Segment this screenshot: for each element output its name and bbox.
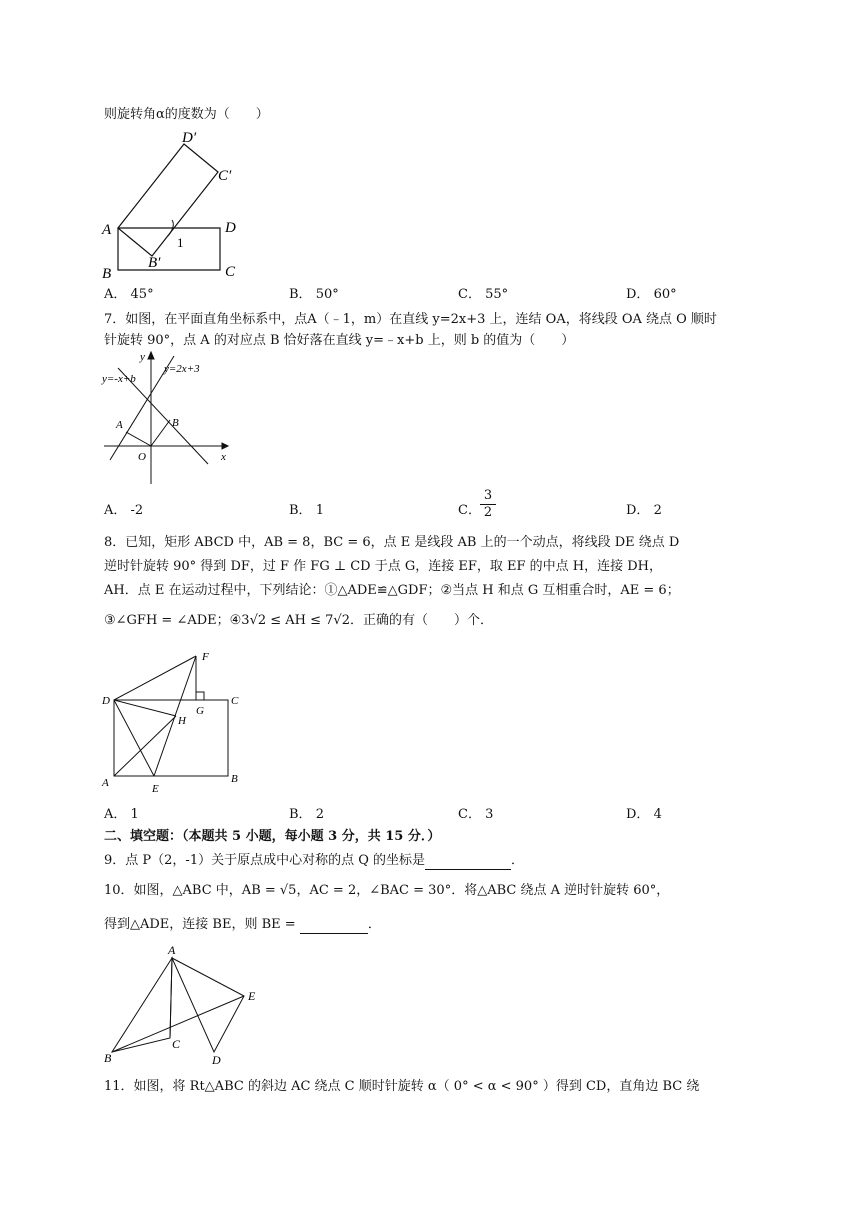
q11-text: 11．如图，将 Rt△ABC 的斜边 AC 绕点 C 顺时针旋转 α（ 0° < α < 90° ）得到 CD，直角边 BC 绕 [104, 1079, 700, 1094]
rect-abcd [114, 700, 228, 776]
label-c: C [231, 695, 239, 707]
q7-line-1: 7．如图，在平面直角坐标系中，点A（﹣1，m）在直线 y=2x+3 上，连结 OA，将线段 OA 绕点 O 顺时 [104, 312, 717, 327]
label-b: B [104, 1051, 112, 1065]
q6-option-a: A． 45° [104, 287, 154, 302]
label-origin: O [138, 451, 146, 463]
label-a: A [102, 777, 109, 789]
label-d-prime: D′ [182, 130, 197, 146]
label-b-prime: B′ [148, 255, 161, 271]
label-point-a: A [116, 419, 123, 431]
label-c-prime: C′ [218, 168, 232, 184]
label-d: D [102, 695, 110, 707]
q10-figure [100, 940, 270, 1070]
label-b: B [102, 266, 112, 282]
q8-option-d: D． 4 [626, 807, 662, 822]
q10-line-1: 10．如图，△ABC 中，AB = √5，AC = 2，∠BAC = 30°．将△ABC 绕点 A 逆时针旋转 60°， [104, 883, 670, 898]
label-eq-2: y=-x+b [102, 373, 136, 385]
q8-line-1: 8．已知，矩形 ABCD 中，AB = 8，BC = 6，点 E 是线段 AB 上的一个动点，将线段 DE 绕点 D [104, 535, 680, 550]
q7-option-c-fraction: $\frac{3}{2}$ [480, 488, 496, 521]
label-f: F [202, 651, 209, 663]
label-y-axis: y [140, 351, 145, 363]
q8-option-b: B． 2 [289, 807, 324, 822]
q8-line-3: AH．点 E 在运动过程中，下列结论：①△ADE≌△GDF；②当点 H 和点 G 互相重合时，AE = 6； [104, 583, 680, 598]
q7-line-2: 针旋转 90°，点 A 的对应点 B 恰好落在直线 y=﹣x+b 上，则 b 的值为（ ） [104, 333, 575, 348]
q8-line-4: ③∠GFH = ∠ADE；④3√2 ≤ AH ≤ 7√2．正确的有（ ）个． [104, 613, 493, 628]
q8-figure [96, 644, 256, 794]
triangle-ade [172, 958, 244, 1052]
label-e: E [152, 783, 159, 794]
label-point-b: B [172, 417, 179, 429]
label-x-axis: x [221, 451, 226, 463]
segment-ob [151, 420, 170, 446]
label-a: A [102, 222, 112, 238]
label-e: E [248, 989, 256, 1003]
label-a: A [168, 943, 176, 957]
triangle-abc [112, 958, 172, 1052]
q7-figure [96, 348, 246, 488]
label-g: G [196, 705, 204, 717]
label-d: D [212, 1053, 221, 1067]
q9-answer-blank[interactable] [425, 853, 511, 870]
section-heading: 二、填空题：（本题共 5 小题，每小题 3 分，共 15 分．） [104, 829, 441, 844]
segment-dh [114, 700, 176, 716]
rect-ab1c1d1 [118, 144, 218, 256]
q6-option-b: B． 50° [289, 287, 339, 302]
q7-option-b: B． 1 [289, 503, 324, 518]
label-h: H [178, 715, 186, 727]
q6-option-c: C． 55° [458, 287, 509, 302]
segment-df [114, 656, 196, 700]
q6-option-d: D． 60° [626, 287, 677, 302]
label-c: C [172, 1037, 181, 1051]
q7-option-c: C． [458, 503, 481, 518]
label-angle-1: 1 [177, 235, 184, 250]
segment-oa [126, 432, 151, 446]
segment-de [114, 700, 154, 776]
q10-answer-blank[interactable] [300, 917, 368, 934]
q8-option-a: A． 1 [104, 807, 139, 822]
right-angle-mark [196, 692, 204, 700]
label-b: B [231, 773, 238, 785]
q7-option-d: D． 2 [626, 503, 662, 518]
label-c: C [225, 264, 236, 280]
q7-option-a: A． -2 [104, 503, 144, 518]
q8-option-c: C． 3 [458, 807, 494, 822]
q6-figure [96, 124, 256, 284]
label-d: D [225, 220, 236, 236]
q10-line-2: 得到△ADE，连接 BE，则 BE = ． [104, 917, 381, 932]
q9-text: 9．点 P（2，-1）关于原点成中心对称的点 Q 的坐标是 ． [104, 853, 525, 868]
q8-line-2: 逆时针旋转 90° 得到 DF，过 F 作 FG ⊥ CD 于点 G，连接 EF，取 EF 的中点 H，连接 DH， [104, 559, 662, 574]
segment-ah [114, 716, 176, 776]
q6-question-text: 则旋转角α的度数为（ ） [104, 107, 269, 122]
label-eq-1: y=2x+3 [164, 363, 200, 375]
